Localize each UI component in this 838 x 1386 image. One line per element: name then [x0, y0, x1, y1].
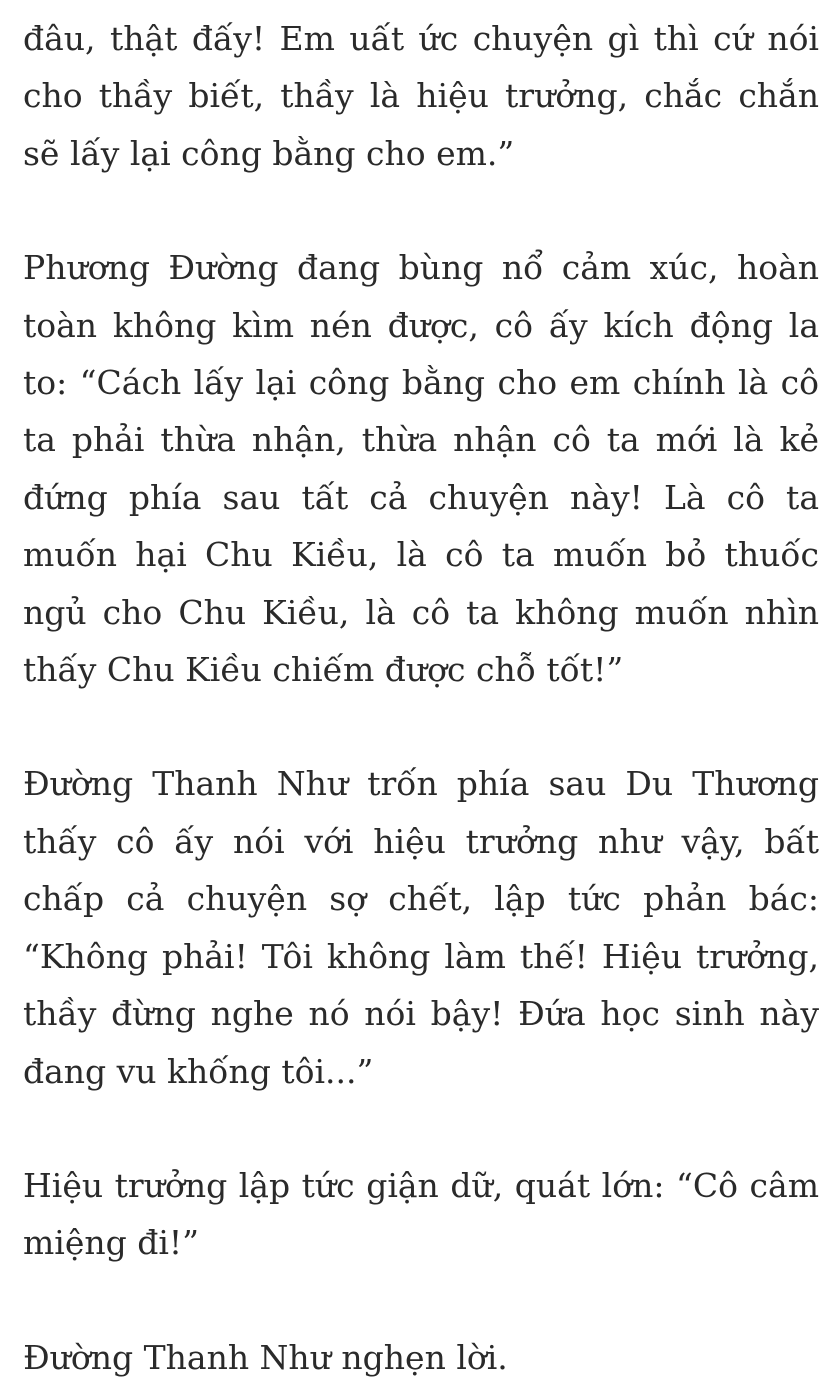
story-paragraph-5: Đường Thanh Như nghẹn lời. [23, 1337, 508, 1377]
story-paragraph-2: Phương Đường đang bùng nổ cảm xúc, hoàn toàn không kìm nén được, cô ấy kích động la to: “Cách lấy lại công bằng cho em chính là cô ta phải thừa nhận, thừa nhận cô ta mới là kẻ đứng phía sau tất cả chuyện này! Là cô ta muốn hại Chu Kiều, là cô ta muốn bỏ thuốc ngủ cho Chu Kiều, là cô ta không muốn nhìn thấy Chu Kiều chiếm được chỗ tốt!” [23, 248, 819, 690]
story-paragraph-1: đâu, thật đấy! Em uất ức chuyện gì thì cứ nói cho thầy biết, thầy là hiệu trưởng, chắc chắn sẽ lấy lại công bằng cho em.” [23, 19, 819, 173]
story-paragraph-4: Hiệu trưởng lập tức giận dữ, quát lớn: “Cô câm miệng đi!” [23, 1165, 819, 1263]
story-paragraph-3: Đường Thanh Như trốn phía sau Du Thương thấy cô ấy nói với hiệu trưởng như vậy, bất chấp cả chuyện sợ chết, lập tức phản bác: “Không phải! Tôi không làm thế! Hiệu trưởng, thầy đừng nghe nó nói bậy! Đứa học sinh này đang vu khống tôi...” [23, 764, 819, 1091]
